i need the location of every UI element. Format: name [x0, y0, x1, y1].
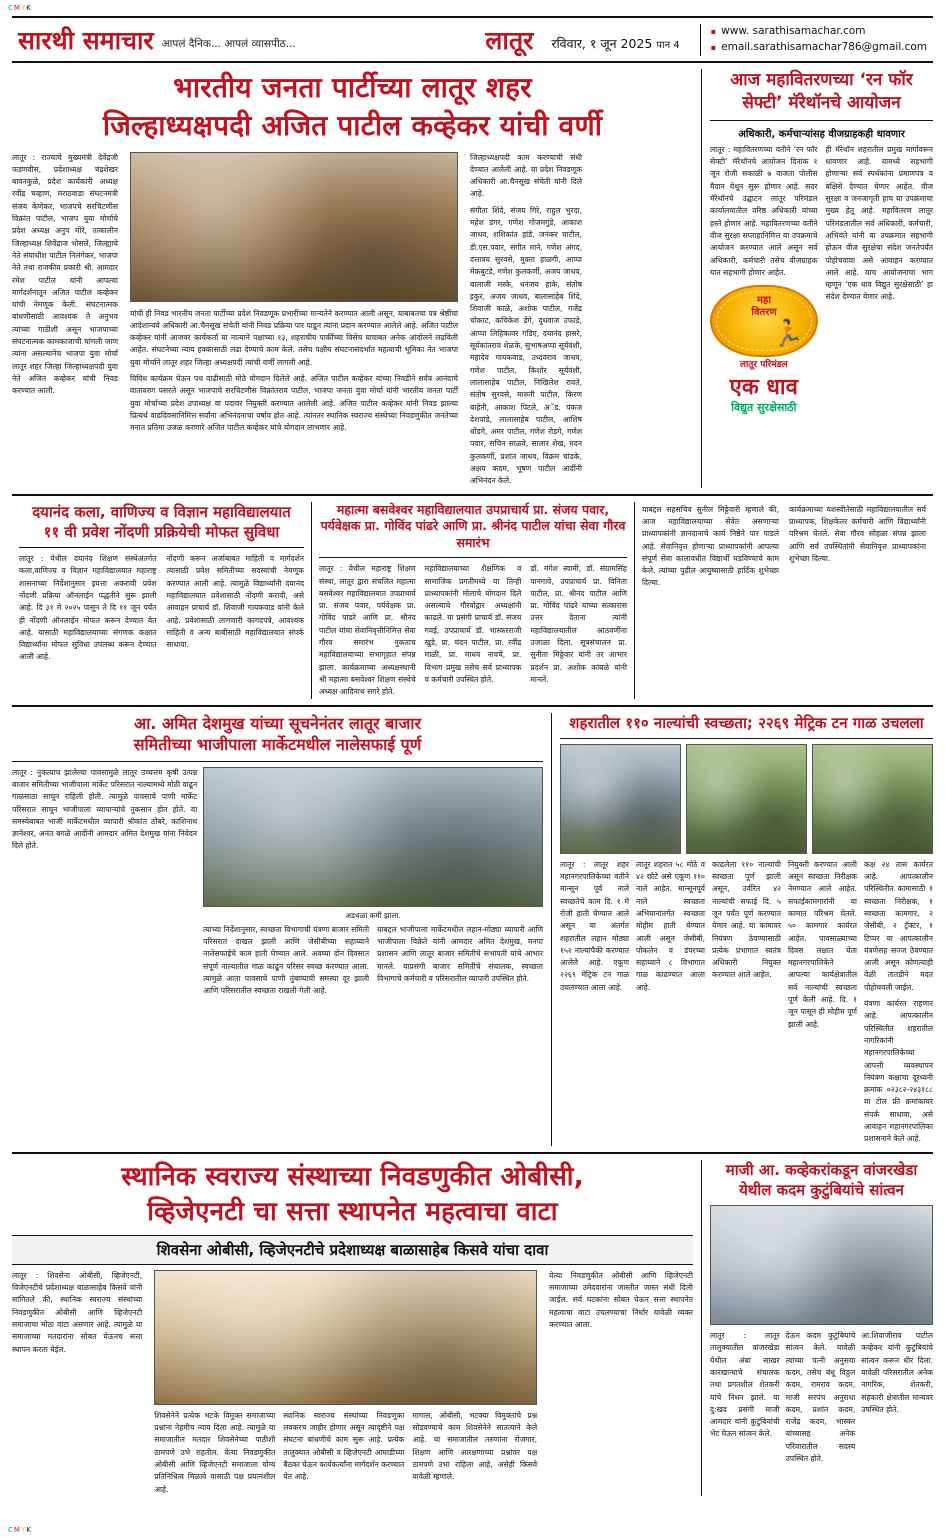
nala-col4-text: नियुक्ती करण्यात आली असून स्वच्छता निरीक्षक नेमण्यात आले आहेत. सफाईकामगारांनी या कामात परिश्रम घेतले. ५० कामगार कार्यरत आहेत. पावसाळ्याच्या दिवस लक्षात घेता महानगरपालिकेने आपल्या कार्यक्षेत्रातील सर्व नाल्यांची स्वच्छता पूर्ण केली आहे. दि. १ जून पासून ही मोहीम पूर्ण झाली आहे.	[788, 859, 857, 1029]
market-headline-line2: समितीच्या भाजीपाला मार्केटमधील नालेसफाई पूर्ण	[133, 735, 422, 755]
nala-headline: शहरातील ११० नाल्यांची स्वच्छता; २२६९ मेट्रिक टन गाळ उचलला	[569, 713, 924, 732]
condolence-col3-text: आ.शिवाजीराव पाटील कव्हेकर यांनी कुटुंबियांचे सांत्वन करून धीर दिला. यावेळी परिसरातील अनेक नागरिक, शेतकरी, सहकारी क्षेत्रातील मान्यवर उपस्थित होते.	[861, 1331, 933, 1414]
basaveshwar-col2-text: महाविद्यालयाच्या शैक्षणिक व सामाजिक प्रगतीमध्ये या तिन्ही प्राध्यापकांनी मोलाचे योगदान दिले असल्याचे गौरवोद्गार अध्यक्षांनी काढले. या प्रसंगी प्राचार्य डॉ. संजय गवई, उपप्राचार्य डॉ. भास्करराजी खुडे, प्रा. चंदन पाटील, प्रा. रवींद्र माळी, प्रा. माधव नावचे, प्रा. विभाग प्रमुख तसेच सर्व प्राध्यापक व कर्मचारी उपस्थित होते.	[424, 564, 522, 684]
dayanand-headline-line1: दयानंद कला, वाणिज्य व विज्ञान महाविद्यालयात	[32, 502, 291, 521]
lead-article	[12, 69, 702, 488]
registration-mark-top-left: CMYK	[8, 4, 32, 12]
ek-dhav-logo	[710, 376, 818, 414]
ek-dhav-sub: विद्युत सुरक्षेसाठी	[731, 401, 797, 415]
website-text: www. sarathisamachar.com	[721, 25, 866, 38]
contact-block	[700, 24, 927, 56]
mv-headline-line2: सेफ्टी’ मॅरेथॉनचे आयोजन	[742, 92, 901, 113]
mahavitaran-article	[702, 69, 933, 488]
market-col2-text: त्यांच्या निर्देशानुसार, स्वच्छता विभागाची यंत्रणा बाजार समिती परिसरात दाखल झाली आणि जेसीबीच्या सहाय्याने नालेसफाईचे काम हाती घेण्यात आले. अवघ्या दोन दिवसात संपूर्ण नाल्यातील गाळ काढून परिसर स्वच्छ करण्यात आला. त्यामुळे आता पावसाचे पाणी तुंबण्याची समस्या दूर झाली आणि परिसरातील स्वच्छता राखली गेली आहे.	[203, 924, 370, 996]
nala-photo-1	[560, 744, 681, 854]
market-headline-line1: आ. अमित देशमुख यांच्या सूचनेनंतर लातूर बाजार	[133, 713, 422, 733]
obc-headline-line2: व्हिजेएनटी चा सत्ता स्थापनेत महत्वाचा वाटा	[147, 1196, 558, 1227]
market-col1-text: लातूर : नुकत्याच झालेल्या पावसामुळे लातूर उच्चत्तम कृषी उत्पन्न बाजार समितीच्या भाजीपाला मार्केट परिसरात नाल्यामध्ये मोठी वाढून गाळसाठा साचून राहिली होती. त्यामुळे पावसाचे पाणी मार्केट परिसरात साचून भाजीपाला व्यापाऱ्यांचे नुकसान होत होते. या समस्येबाबत भाजी मार्केटमधील व्यापारी श्रीकांत ठोंबरे, काशिनाथ ज्ञानेश्वर, अनंत बगळे आदींनी आमदार अमित देशमुख यांना निवेदन दिले होते.	[12, 767, 198, 851]
obc-col1-text: लातूर : शिवसेना ओबीसी, व्हिजेएनटी, विजेएनटीचे प्रदेशाध्यक्ष बाळासाहेब किसवे यांनी सांगितले की, स्थानिक स्वराज्य संस्थांच्या निवडणुकीत ओबीसी आणि व्हिजेएनटी समाजाचा मोठा वाटा असणार आहे. त्यामुळे या समाजाच्या मतदारांना सोबत घेऊनच सत्ता स्थापन करता येईल.	[12, 1270, 143, 1354]
lead-headline-line2: जिल्हाध्यक्षपदी अजित पाटील कव्हेकर यांची वर्णी	[102, 108, 603, 142]
condolence-headline-line2: येथील कदम कुटुंबियांचे सांत्वन	[739, 1180, 904, 1199]
obc-banner: शिवसेना ओबीसी, व्हिजेएनटीचे प्रदेशाध्यक्ष बाळासाहेब किसवे यांचा दावा	[12, 1235, 693, 1265]
bullet-icon: ▪	[710, 27, 717, 37]
band-four	[12, 1160, 933, 1496]
market-photo	[203, 767, 543, 907]
nala-col1-text: लातूर : लातूर शहर महानगरपालिकेच्या वतीने मान्सून पूर्व नाले स्वच्छतेचे काम दि. १ मे रोजी हाती घेण्यात आले असून या अंतर्गत शहरातील लहान मोठ्या १५२ नाल्यांपैकी करण्यात आलेले आहे. एकूण २२६९ मेट्रिक टन गाळ उचलण्यात आला आहे.	[560, 859, 629, 992]
nala-cleaning-article	[552, 713, 933, 1146]
basaveshwar-article	[312, 502, 635, 699]
registration-mark-bottom-left: CMYK	[8, 1526, 32, 1534]
email-text: email.sarathisamachar786@gmail.com	[721, 41, 927, 53]
lead-col2-text: यांची ही निवड भारतीय जनता पार्टीच्या प्रदेश निवडणूक प्रभारींच्या मान्यतेने करण्यात आली असून, याबाबतचा पत्र श्रेष्ठींचा आदेशान्वये अधिकारी आ.चैनसूख संचेती यांनी निवड प्रक्रिया पार पाडून त्यांना प्रदान करण्यात आलेले आहे. अजित पाटील कव्हेकर यांनी आजवर कार्यकर्ता या नात्याने पक्षाच्या १३, शहराचीय पार्कीच्या विसेच यावाबत अनेक आंदोलने लढविली आहेत. संघटनेच्या न्याय हक्कासाठी लढा देण्याचे काम केले. तसेच पक्षीय संघटनासंदर्भात महत्वाची भूमिका नेत भाजपा युवा मोर्चाने लातूर शहर जिल्हा अध्यक्षपदी त्यांची वर्णी लागली आहे.	[130, 308, 458, 367]
date-text: रविवार, १ जून 2025	[551, 35, 653, 51]
basaveshwar-cont-col2-text: कार्यक्रमाच्या यशस्वीतेसाठी महाविद्यालयातील सर्व प्राध्यापक, शिक्षकेतर कर्मचारी आणि विद्यार्थ्यांनी परिश्रम घेतले. सेवा गौरव सोहळा संपन्न झाला आणि सर्व उपस्थितांनी सेवानिवृत्त प्राध्यापकांना शुभेच्छा दिल्या.	[789, 504, 926, 563]
kavhekar-condolence-article	[702, 1160, 933, 1496]
nala-col6-text: यंत्रणा कार्यरत राहणार आहे. आपत्कालीन परिस्थितीत शहरातील नागरिकांनी महानगरपालिकेच्या आपत्ती व्यवस्थापन नियंत्रण कक्षाचा दूरध्वनी क्रमांक ०२३८२-२४३१८८ या टोल फ्री क्रमांकावर संपर्क साधावा, असे आवाहन महानगरपालिका प्रशासनाने केले आहे.	[864, 999, 933, 1144]
obc-col4-text: मागास, ओबीसी, भटक्या विमुक्तांचे प्रश्न सोडवण्याचे काम शिवसेनेने सातत्याने केले आहे. या समाजातील तरुणांना रोजगार, शिक्षण आणि आरक्षणाच्या प्रश्नांवर पक्ष ठामपणे उभा राहिला आहे, असेही किसवे यावेळी म्हणाले.	[412, 1410, 538, 1482]
mv-col2-text: ही मॅरेथॉन शहरातील प्रमुख मार्गावरून धावणार आहे. यामध्ये सहभागी होणाऱ्या सर्व स्पर्धकांना प्रमाणपत्र व बक्षिसे देण्यात येणार आहेत. वीज सुरक्षा व जनजागृती हाच या उपक्रमाचा मुख्य हेतू आहे. महावितरण लातूर परिमंडलातील सर्व अधिकारी, कर्मचारी, अभियंते यांनी या उपक्रमात सहभागी होऊन वीज सुरक्षेचा संदेश जनतेपर्यंत पोहोचवावा असे आवाहन करण्यात आले आहे. याच आयोजनाचा भाग म्हणून ‘एक धाव विद्युत सुरक्षेसाठी’ हा संदेश देण्यात येणार आहे.	[825, 144, 933, 302]
lead-col3-text: विविध कार्यक्रम घेऊन पथ वाढीसाठी मोठे योगदान दिलेले आहे. अजित पाटील कव्हेकर यांच्या निवडीने सर्वत्र आनंदाचे वातावरण पसरले असून भाजपाचे सरचिटणीस विक्रांतराव पाटील, भाजपा जनता युवा मोर्चा यांनी भारतीय जनता पार्टी युवा मोर्चाच्या प्रदेश उपाध्यक्ष या पदावर नियुक्ती करण्यात आलेली आहे. अजित पाटील कव्हेकर यांनी निवड झाल्या प्रित्यर्थ वाढदिवसानिमित्त सर्वांना अभिनंदनाचा वर्षाव होत आहे. त्यांनतर स्थानिक स्वराज्य संस्थेच्या निवडणुकीत जनतेच्या मनात प्रतिमा उजळ करणारे अजित पाटील कव्हेकर यांचे योगदान लाभणार आहे.	[130, 374, 458, 433]
basaveshwar-cont-col1-text: याबद्दल सहसचिव सुनील मिठ्ठेवारी म्हणाले की, आज महाविद्यालयाच्या सेवेत असणाऱ्या प्राध्यापकांनी ज्ञानदानाचे कार्य निष्ठेने पार पाडले आहे. सेवानिवृत्त होणाऱ्या प्राध्यापकांनी आपल्या संपूर्ण सेवा कालावधीत विद्यार्थी घडविण्याचे काम केले. त्यांच्या पुढील आयुष्यासाठी हार्दिक शुभेच्छा दिल्या.	[642, 504, 779, 588]
nala-col3-text: काढलेला ११० नाल्यांची स्वच्छता पूर्ण झाली असून, उर्वरित ४२ नाल्यांची सफाई दि. ५ जून पर्यंत पूर्ण करण्यात येणार आहे. या कामावर नियंत्रण ठेवण्यासाठी प्रत्येक प्रभागात स्वतंत्र अधिकारी नियुक्त करण्यात आले आहेत.	[712, 859, 781, 980]
mv-logo-line2: वितरण	[751, 306, 777, 318]
market-cleaning-article	[12, 713, 552, 1146]
obc-col5-text: येत्या निवडणुकीत ओबीसी आणि व्हिजेएनटी समाजाच्या उमेदवारांना जास्तीत जास्त संधी दिली जाईल. सर्व घटकांना सोबत घेऊन सत्ता स्थापनेत महत्वाचा वाटा उचलण्याचा निर्धार यावेळी व्यक्त करण्यात आला.	[549, 1270, 693, 1329]
lead-headline-line1: भारतीय जनता पार्टीच्या लातूर शहर	[173, 71, 532, 104]
band-two	[12, 502, 933, 699]
mv-subhead: अधिकारी, कर्मचाऱ्यांसह वीजग्राहकही धावणार	[738, 128, 905, 140]
dayanand-col1-text: लातूर : येथील दयानंद शिक्षण संस्थेअंतर्गत कला,वाणिज्य व विज्ञान महाविद्यालयात महाराष्ट्र शासनाच्या निर्देशानुसार इयत्ता अकरावी प्रवेश नोंदणी प्रक्रिया ऑनलाईन पद्धतीने सुरू झाली आहे. दि ३१ मे २०२५ पासून ते दि ११ जून पर्यंत ही नोंदणी ऑनलाईन मोफत करून देण्यात येत आहे. यासाठी महाविद्यालयाच्या संगणक कक्षात विद्यार्थ्यांना मोफत सुविधा उपलब्ध करून देण्यात आली आहे.	[19, 554, 157, 662]
newspaper-tagline: आपलं दैनिक... आपलं व्यासपीठ...	[161, 38, 296, 50]
market-col3-text: याबद्दल भाजीपाला मार्केटमधील लहान-मोठ्या व्यापारी आणि भाजीपाला विक्रेते यांनी आमदार अमित देशमुख, मनपा प्रशासन आणि लातूर बाजार समितीचे सभापती यांचे आभार मानले. याप्रसंगी बाजार समितीचे संचालक, स्वच्छता विभागाचे कर्मचारी व परिसरातील व्यापारी उपस्थित होते.	[377, 924, 543, 983]
lead-photo	[130, 152, 458, 302]
nala-col2-text: लातूर शहरात ५८ मोठे व ४२ छोटे असे एकूण ११० नाले आहेत. मान्सूनपूर्व नाले स्वच्छता अभियानांतर्गत स्वच्छता मोहीम हाती घेण्यात आली असून जेसीबी, पोकलेन व डंपरच्या सहाय्याने ८ विभागात गाळ काढण्यात आला आहे.	[636, 859, 705, 992]
market-photo-caption: अडथळा कमी झाला.	[345, 910, 401, 920]
nala-photo-2	[686, 744, 807, 854]
obc-col2-text: शिवसेनेने प्रत्येक भटके विमुक्त समाजाच्या प्रश्नांना नेहमीच न्याय दिला आहे. त्यामुळे या समाजातील मतदार शिवसेनेच्या पाठीशी ठामपणे उभे राहतील. येत्या निवडणुकीत ओबीसी आणि व्हिजेएनटी समाजाला योग्य प्रतिनिधित्व मिळावे यासाठी पक्ष प्रयत्नशील आहे.	[154, 1410, 276, 1494]
mahavitaran-logo	[710, 285, 818, 370]
masthead	[12, 16, 933, 63]
basaveshwar-continued	[635, 502, 933, 699]
condolence-photo	[710, 1205, 933, 1325]
obc-col3-text: स्थानिक स्वराज्य संस्थांच्या निवडणुका लवकरच जाहीर होणार असून त्यादृष्टीने पक्ष संघटना बांधणीचे काम सुरू आहे. प्रत्येक तालुक्यात ओबीसी व व्हिजेएनटी आघाडीच्या बैठका घेऊन कार्यकर्त्यांना मार्गदर्शन करण्यात येत आहे.	[283, 1410, 405, 1482]
lead-col4-text: जिल्हाध्यक्षपदी काम करण्याची संधी देण्यात आलेली आहे. या प्रदेश निवडणूक अधिकारी आ.चैनसूख संचेती यांनी दिले आहे.	[470, 152, 582, 199]
lead-section	[12, 69, 933, 488]
run-for-safety-badge-icon	[710, 285, 818, 357]
obc-headline-line1: स्थानिक स्वराज्य संस्थाच्या निवडणुकीत ओबीसी,	[121, 1161, 584, 1192]
page-number: पान 4	[656, 39, 680, 51]
nala-col5-text: कक्ष २४ तास कार्यरत आहे. आपत्कालीन परिस्थितीत कामासाठी १ स्वच्छता निरीक्षक, १ स्वच्छता कामगार, २ जेसीबी, २ ट्रॅक्टर, १ टिप्पर या आपत्कालीन यंत्रणेसह सज्ज ठेवण्यात आली असून कोणत्याही वेळी तातडीने मदत पोहोचवली जाईल.	[864, 859, 933, 992]
edition-date	[541, 29, 679, 52]
lead-col5-text: संगीता शिंदे, संजय गिरे, राहुल भुरदा, महेश डंगर, गणेश गोजमगुंडे, आकाश जाधव, शशिकांत हांडे, जनंकर घाटील, डी.एस.पवार, संगीत माने, गणेश अंगद, दत्तात्रय सुरवसे, मुक्ता हाळगी, आप्पा मेकबुटडे, गणेश कुलकर्णी, अजय जाधव, बालाजी मस्के, धनंजय हाके, संतोष इकुर, अजय जाधव, बालासाहेब शिंदे, शिवाजी काळे, अशोक पाटील, गजेंद्र चोकाट, कचिकेश डेंगे, दुधवाज उफाडे, आप्पा लिहिकावर गडिए, दयानंद हासरे, सूर्यकांतराव शेळके, सुभाषअप्पा सूर्यवंशी, महादेव गायकवाड, उध्दवराव जाधव, गणेश पाटील, किशोर सूर्यवंशी, लालासाहेब पाटील, निखिलेश रावते, संतोष सुरवसे, मारुती पाटील, किरण बाहेती, आकाश पिटले, अॅड. पंकज देशपांडे, लालासाहेब पाटील, आशिष धोंडगे, अमर पाटील, गणेश रोडगे, गणेश पवार, सचिन साळवे, सालार शेख, मदन कुलकर्णी, प्रशांत जाधव, विक्रम चांडके, अक्षय कदम, भूषण पाटील आदींनी अभिनंदन केले.	[470, 205, 582, 486]
basaveshwar-headline: महात्मा बसवेश्वर महाविद्यालयात उपप्राचार्य प्रा. संजय पवार, पर्यवेक्षक प्रा. गोविंद पांढरे आणि प्रा. श्रीनंद पाटील यांचा सेवा गौरव समारंभ	[320, 501, 626, 551]
condolence-headline-line1: माजी आ. कव्हेकरांकडून वांजरखेडा	[725, 1160, 918, 1179]
dayanand-headline-line2: ११ वी प्रवेश नोंदणी प्रक्रियेची मोफत सुविधा	[43, 522, 280, 541]
mv-logo-line1: महा	[757, 295, 771, 307]
mv-headline-line1: आज महावितरणच्या ‘रन फॉर	[730, 70, 913, 90]
basaveshwar-col3-text: डॉ. मंगेश स्वामी, डॉ. संग्रामसिंह पानगावे, उपप्राचार्य प्रा. विनिता पाटील, प्रा. श्रीनंद पाटील आणि प्रा. गोविंद पांढरे यांच्या सत्कारास उत्तर देताना त्यांनी महाविद्यालयातील आठवणींना उजाळा दिला. सूत्रसंचालन प्रा. सुनीता मिठ्ठेवार यांनी तर आभार प्रदर्शन प्रा. अशोक कांबळे यांनी मानले.	[530, 564, 627, 684]
obc-photo	[154, 1270, 537, 1405]
condolence-col2-text: देऊन कदम कुटुंबियांचे सांत्वन केले. यावेळी त्यांच्या पत्नी अनुसया कदम, तसेच बंधू विठ्ठल कदम, रामराव कदम, माजी सरपंच अनुराधा कदम, प्रशांत कदम, राजेंद्र कदम, भास्कर यांच्यासह अनेक परिवारातील सदस्य उपस्थित होते.	[785, 1331, 856, 1464]
newspaper-title: सारथी समाचार	[18, 26, 154, 55]
band-three	[12, 713, 933, 1146]
lead-col-2	[124, 152, 464, 488]
basaveshwar-col1-text: लातूर : येथील महाराष्ट्र शिक्षण संस्था, लातूर द्वारा संचलित महात्मा बसवेश्वर महाविद्यालयात उपप्राचार्य प्रा. संजय पवार, पर्यवेक्षक प्रा. गोविंद पांढरे आणि प्रा. श्रीनंद पाटील यांचा सेवानिवृत्तीनिमित्त सेवा गौरव समारंभ नुकताच महाविद्यालयाच्या सभागृहात संपन्न झाला. कार्यक्रमाच्या अध्यक्षस्थानी श्री महात्मा बसवेश्वर शिक्षण संस्थेचे अध्यक्ष आदिनाथ सगरे होते.	[319, 564, 416, 697]
lead-col1-text: लातूर : राज्याचे मुख्यमंत्री देवेंद्रजी फडणवीस, प्रदेशाध्यक्ष चंद्रशेखर बावनकुळे, प्रदेश कार्यकारी अध्यक्ष रवींद्र चव्हाण, मराठवाडा संघटनमंत्री संजय केणेकर, भाजपचे सरचिटणीस विक्रांत पाटील, भाजप युवा मोर्चाचे प्रदेश अध्यक्ष अनुप मोरे, तत्कालीन जिल्हाध्यक्ष शिवेंद्राज भोसले, जिल्ह्याचे नेते संघाधीश पाटील निलंगेकर, भाजपा नेते तथा राजकीय प्रकारी श्री. आमदार रमेश पाटील यांनी आपल्या मार्गदर्शनातून अजित पाटील कव्हेकर यांची नेमणूक केली. संघटनात्मक बांधणीसाठी आवश्यक ते अनुभव त्यांच्या गाठीशी असून भाजपाच्या संघटनात्मक कामकाजाची चांगली जाण त्यांना असल्यानेच भाजपा युवा मोर्चा लातूर शहर जिल्हा जिल्हाध्यक्षपदी युवा नेते अजित कव्हेकर यांची निवड करण्यात आली.	[12, 152, 118, 396]
lead-col-3	[464, 152, 582, 488]
obc-article	[12, 1160, 702, 1496]
mv-col1-text: लातूर : महावितरणच्या वतीने ‘रन फॉर सेफ्टी’ मॅरेथॉनचे आयोजन दिनांक १ जून रोजी सकाळी ७ वाजता पोलीस मैदान येथून सुरू होणार आहे. सदर मॅरेथॉनचे उद्घाटन लातूर परिमंडल कार्यालयातील वरिष्ठ अधिकारी यांच्या हस्ते होणार आहे. महावितरणच्या वतीने वीज सुरक्षा सप्ताहानिमित्त या उपक्रमाचे आयोजन करण्यात आले असून सर्व अधिकारी, कर्मचारी तसेच वीजग्राहक यात सहभागी होणार आहेत.	[710, 144, 818, 277]
dayanand-col2-text: नोंदणी करून अर्जाबाबत माहिती व मार्गदर्शन त्यासाठी प्रवेश समितीच्या सदस्यांची नेमणूक करण्यात आली आहे. त्यामुळे विद्यार्थ्यांनी दयानंद महाविद्यालयात प्रवेशासाठी नोंदणी करावी, असे आवाहन प्राचार्य डॉ. शिवाजी गायकवाड यांनी केले आहे. प्रवेशासाठी लागणारी कागदपत्रे, आवश्यक माहिती व अन्य बाबींसाठी महाविद्यालयात संपर्क साधावा.	[166, 554, 304, 650]
lead-col-1	[12, 152, 124, 488]
ek-dhav-main: एक धाव	[729, 375, 798, 401]
condolence-col1-text: लातूर : लातूर तालुक्यातील वांजरखेडा येथील अंबा साखर कारखान्याचे संचालक तथा प्रगतशील शेतकरी यांचे निधन झाले. या दु:खद प्रसंगी माजी आमदार यांनी कुटुंबियांची भेट घेऊन सांत्वन केले.	[710, 1331, 780, 1439]
nala-photo-3	[812, 744, 933, 854]
dayanand-article	[12, 502, 312, 699]
bullet-icon: ▪	[710, 43, 717, 52]
mv-logo-sub: लातूर परिमंडल	[739, 360, 788, 371]
runner-icon: 🏃	[771, 319, 804, 350]
edition-city: लातूर	[485, 26, 534, 55]
